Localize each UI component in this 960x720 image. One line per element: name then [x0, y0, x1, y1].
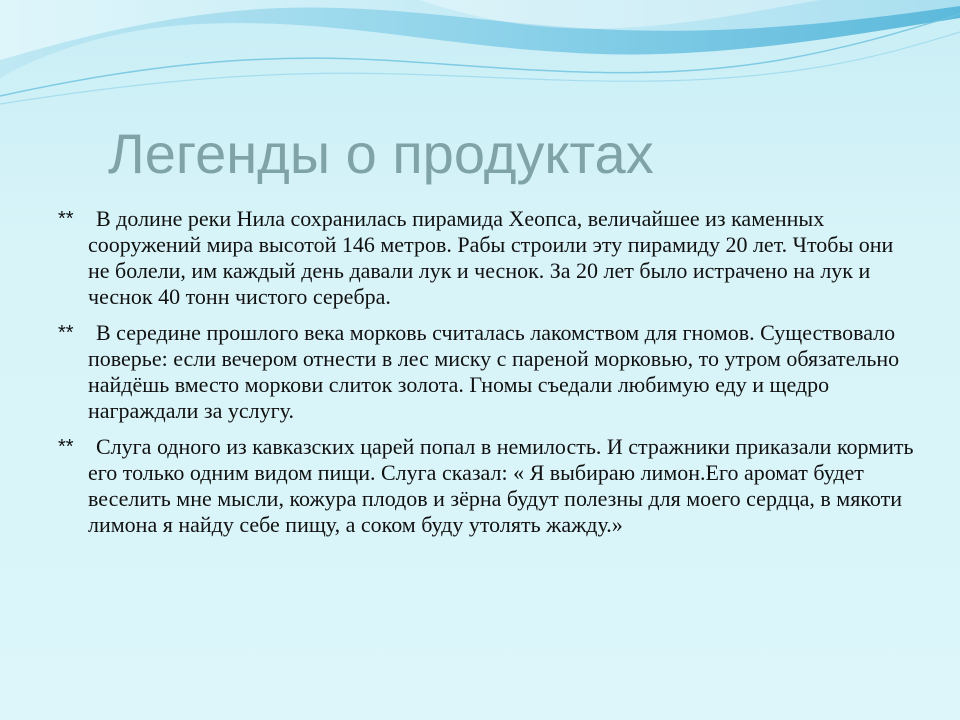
bullet-marker: ** [58, 208, 74, 230]
list-item [58, 434, 918, 538]
bullet-marker: ** [58, 322, 74, 344]
list-item [58, 320, 918, 424]
wave-decoration [0, 0, 960, 130]
item-text: В долине реки Нила сохранилась пирамида Хеопса, величайшее из каменных сооружений мира высотой 146 метров. Рабы строили эту пирамиду 20 лет. Чтобы они не болели, им каждый день давали лук и чеснок. За 20 лет было истрачено на лук и чеснок 40 тонн чистого серебра. [88, 206, 894, 309]
slide-title: Легенды о продуктах [108, 122, 654, 185]
list-item [58, 206, 918, 310]
item-text: В середине прошлого века морковь считалась лакомством для гномов. Существовало поверье: если вечером отнести в лес миску с пареной морковью, то утром обязательно найдёшь вместо моркови слиток золота. Гномы съедали любимую еду и щедро награждали за услугу. [88, 320, 900, 423]
item-text: Слуга одного из кавказских царей попал в немилость. И стражники приказали кормить его только одним видом пищи. Слуга сказал: « Я выбираю лимон.Его аромат будет веселить мне мысли, кожура плодов и зёрна будут полезны для моего сердца, в мякоти лимона я найду себе пищу, а соком буду утолять жажду.» [88, 434, 914, 537]
bullet-marker: ** [58, 436, 74, 458]
legend-list [58, 206, 918, 548]
